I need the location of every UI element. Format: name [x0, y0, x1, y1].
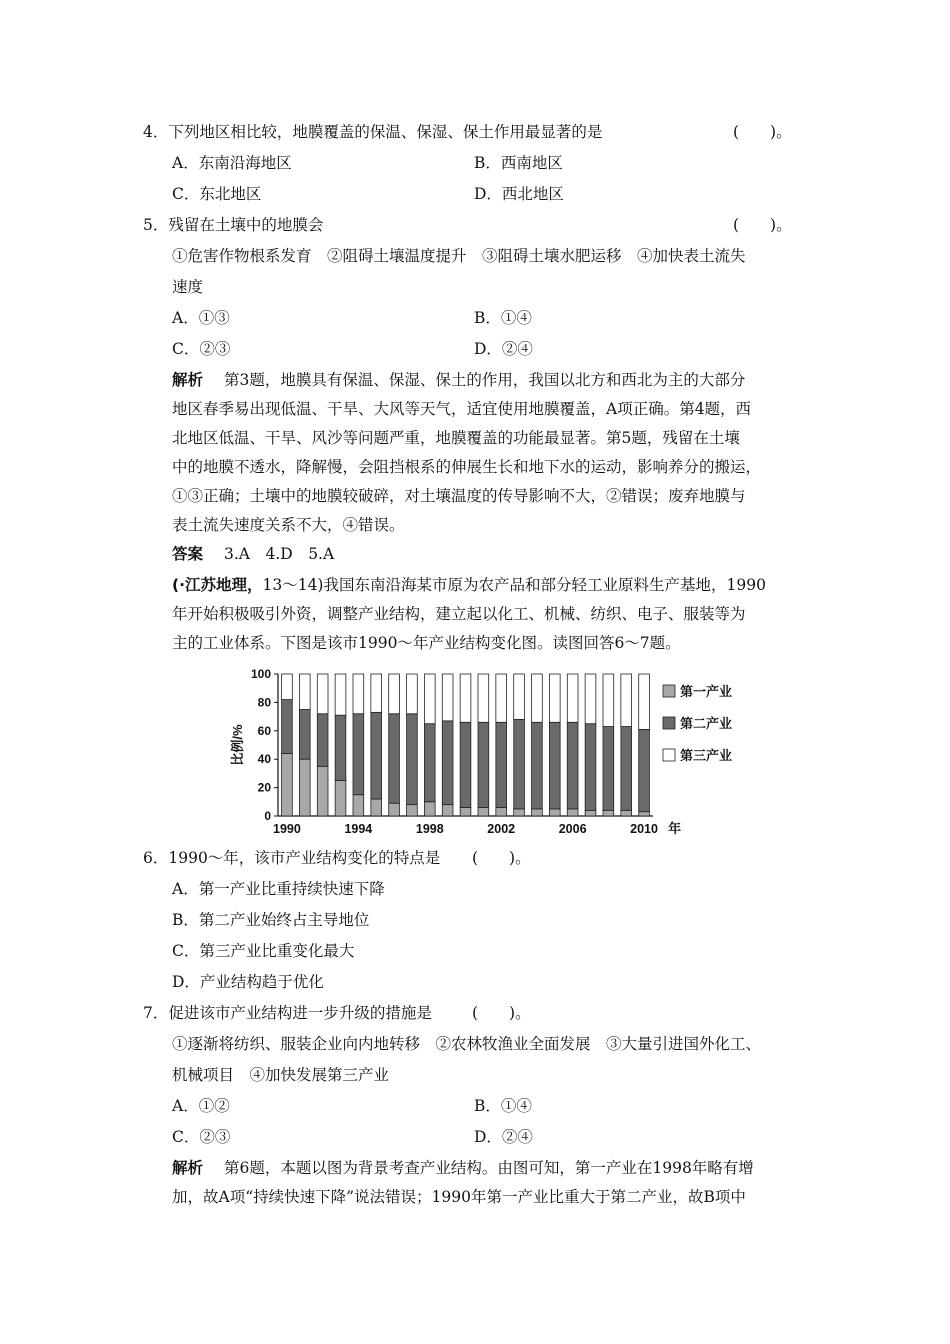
- intro-source: (·江苏地理，: [172, 576, 263, 594]
- y-tick-label: 80: [257, 695, 271, 710]
- bar-segment: [371, 712, 382, 799]
- bar-segment: [424, 674, 435, 724]
- bar-segment: [460, 674, 471, 722]
- analysis1-label: 解析: [172, 371, 204, 389]
- bar-segment: [621, 810, 632, 816]
- bar-segment: [407, 805, 418, 816]
- bar-segment: [621, 674, 632, 727]
- bar-segment: [639, 674, 650, 729]
- bar-segment: [603, 727, 614, 811]
- bar-segment: [478, 807, 489, 816]
- analysis1-line: 表土流失速度关系不大，④错误。: [172, 516, 405, 534]
- industry-structure-chart: [230, 660, 750, 842]
- analysis1-line: 第3题，地膜具有保温、保湿、保土的作用，我国以北方和西北为主的大部分: [224, 371, 746, 389]
- q6-option-c: C．第三产业比重变化最大: [172, 942, 355, 960]
- q4-option-b: B．西南地区: [474, 154, 563, 172]
- bar-segment: [585, 674, 596, 724]
- bar-segment: [639, 729, 650, 811]
- bar-segment: [549, 674, 560, 722]
- q5-option-b: B．①④: [474, 309, 532, 327]
- q6-answer-paren: ( )。: [472, 849, 531, 867]
- x-tick-label: 1994: [344, 822, 373, 836]
- bar-segment: [478, 722, 489, 807]
- bar-segment: [389, 674, 400, 714]
- bar-segment: [424, 802, 435, 816]
- bar-segment: [335, 781, 346, 817]
- q4-answer-paren: ( )。: [733, 123, 792, 141]
- legend-label: 第二产业: [680, 716, 733, 731]
- bar-segment: [514, 719, 525, 808]
- bar-segment: [317, 714, 328, 767]
- bar-segment: [442, 721, 453, 805]
- y-tick-label: 60: [257, 723, 271, 738]
- bar-segment: [639, 812, 650, 816]
- q5-answer-paren: ( )。: [733, 216, 792, 234]
- intro-line3: 主的工业体系。下图是该市1990～年产业结构变化图。读图回答6～7题。: [172, 634, 681, 652]
- q7-option-a: A．①②: [172, 1097, 230, 1115]
- bar-segment: [514, 674, 525, 719]
- q5-items-line2: 速度: [172, 278, 204, 296]
- bar-segment: [389, 803, 400, 816]
- intro-line2: 年开始积极吸引外资，调整产业结构，建立起以化工、机械、纺织、电子、服装等为: [172, 605, 746, 623]
- q5-option-d: D．②④: [474, 340, 533, 358]
- q4-option-d: D．西北地区: [474, 185, 564, 203]
- bar-segment: [353, 714, 364, 795]
- bar-segment: [549, 722, 560, 809]
- legend-label: 第三产业: [680, 748, 733, 763]
- bar-segment: [371, 799, 382, 816]
- y-tick-label: 40: [257, 752, 271, 767]
- analysis1-line: 地区春季易出现低温、干旱、大风等天气，适宜使用地膜覆盖，A项正确。第4题，西: [172, 400, 752, 418]
- x-axis-suffix: 年: [668, 821, 682, 836]
- analysis1-line: 中的地膜不透水，降解慢，会阻挡根系的伸展生长和地下水的运动，影响养分的搬运，: [172, 458, 762, 476]
- bar-segment: [353, 795, 364, 816]
- bar-segment: [407, 714, 418, 805]
- bar-segment: [460, 807, 471, 816]
- x-tick-label: 2006: [558, 822, 587, 836]
- bar-segment: [585, 810, 596, 816]
- intro-line1-rest: 我国东南沿海某市原为农产品和部分轻工业原料生产基地，1990: [323, 576, 766, 594]
- x-tick-label: 2010: [630, 822, 658, 836]
- q7-answer-paren: ( )。: [472, 1004, 531, 1022]
- q6-option-a: A．第一产业比重持续快速下降: [172, 880, 385, 898]
- y-tick-label: 20: [257, 780, 271, 795]
- bar-segment: [514, 809, 525, 816]
- bar-segment: [442, 805, 453, 816]
- bar-segment: [532, 809, 543, 816]
- q7-option-c: C．②③: [172, 1128, 231, 1146]
- analysis2-line1: 第6题，本题以图为背景考查产业结构。由图可知，第一产业在1998年略有增: [224, 1159, 754, 1177]
- bar-segment: [317, 674, 328, 714]
- bar-segment: [299, 759, 310, 816]
- legend-swatch: [663, 749, 675, 761]
- legend-swatch: [663, 685, 675, 697]
- y-axis-label: 比例/%: [230, 724, 245, 766]
- analysis1-line: 北地区低温、干旱、风沙等问题严重，地膜覆盖的功能最显著。第5题，残留在土壤: [172, 429, 740, 447]
- q4-option-a: A．东南沿海地区: [172, 154, 292, 172]
- y-tick-label: 0: [264, 809, 271, 823]
- bar-segment: [282, 674, 293, 700]
- legend-label: 第一产业: [680, 684, 733, 699]
- bar-segment: [389, 714, 400, 803]
- bar-segment: [460, 722, 471, 807]
- x-tick-label: 1998: [415, 822, 444, 836]
- q7-items-line1: ①逐渐将纺织、服装企业向内地转移 ②农林牧渔业全面发展 ③大量引进国外化工、: [172, 1035, 762, 1053]
- bar-segment: [299, 710, 310, 760]
- bar-segment: [442, 674, 453, 721]
- answer1-label: 答案: [172, 545, 204, 563]
- bar-segment: [282, 754, 293, 816]
- bar-segment: [549, 809, 560, 816]
- bar-segment: [496, 674, 507, 722]
- q6-stem: 6．1990～年，该市产业结构变化的特点是: [143, 849, 441, 867]
- bar-segment: [621, 727, 632, 811]
- q7-items-line2: 机械项目 ④加快发展第三产业: [172, 1066, 390, 1084]
- bar-segment: [585, 724, 596, 811]
- bar-segment: [567, 809, 578, 816]
- bar-segment: [496, 722, 507, 807]
- intro-line1: [172, 575, 766, 595]
- y-tick-label: 100: [250, 667, 271, 681]
- bar-segment: [335, 715, 346, 780]
- bar-segment: [478, 674, 489, 722]
- bar-segment: [353, 674, 364, 714]
- bar-segment: [335, 674, 346, 715]
- q5-option-c: C．②③: [172, 340, 231, 358]
- analysis2-label: 解析: [172, 1159, 204, 1177]
- bar-segment: [603, 674, 614, 727]
- q7-stem: 7．促进该市产业结构进一步升级的措施是: [143, 1004, 432, 1022]
- q7-option-b: B．①④: [474, 1097, 532, 1115]
- legend-swatch: [663, 717, 675, 729]
- q4-option-c: C．东北地区: [172, 185, 262, 203]
- intro-range: 13～14): [262, 576, 324, 594]
- bar-segment: [282, 700, 293, 754]
- analysis1-line: ①③正确；土壤中的地膜较破碎，对土壤温度的传导影响不大，②错误；废弃地膜与: [172, 487, 746, 505]
- bar-segment: [532, 674, 543, 722]
- q6-option-d: D．产业结构趋于优化: [172, 973, 324, 991]
- bar-segment: [317, 766, 328, 816]
- q7-option-d: D．②④: [474, 1128, 533, 1146]
- q5-items-line1: ①危害作物根系发育 ②阻碍土壤温度提升 ③阻碍土壤水肥运移 ④加快表土流失: [172, 247, 746, 265]
- bar-segment: [532, 722, 543, 809]
- q5-option-a: A．①③: [172, 309, 230, 327]
- analysis2-line2: 加，故A项“持续快速下降”说法错误；1990年第一产业比重大于第二产业，故B项中: [172, 1188, 746, 1206]
- q5-stem: 5．残留在土壤中的地膜会: [143, 216, 324, 234]
- bar-segment: [424, 724, 435, 802]
- bar-segment: [407, 674, 418, 714]
- x-tick-label: 1990: [273, 822, 301, 836]
- x-tick-label: 2002: [487, 822, 516, 836]
- bar-segment: [567, 722, 578, 809]
- bar-segment: [603, 810, 614, 816]
- q4-stem: 4．下列地区相比较，地膜覆盖的保温、保湿、保土作用最显著的是: [143, 123, 603, 141]
- bar-segment: [371, 674, 382, 712]
- answer1-text: 3.A 4.D 5.A: [224, 545, 335, 563]
- q6-option-b: B．第二产业始终占主导地位: [172, 911, 370, 929]
- bar-segment: [496, 807, 507, 816]
- bar-segment: [567, 674, 578, 722]
- bar-segment: [299, 674, 310, 710]
